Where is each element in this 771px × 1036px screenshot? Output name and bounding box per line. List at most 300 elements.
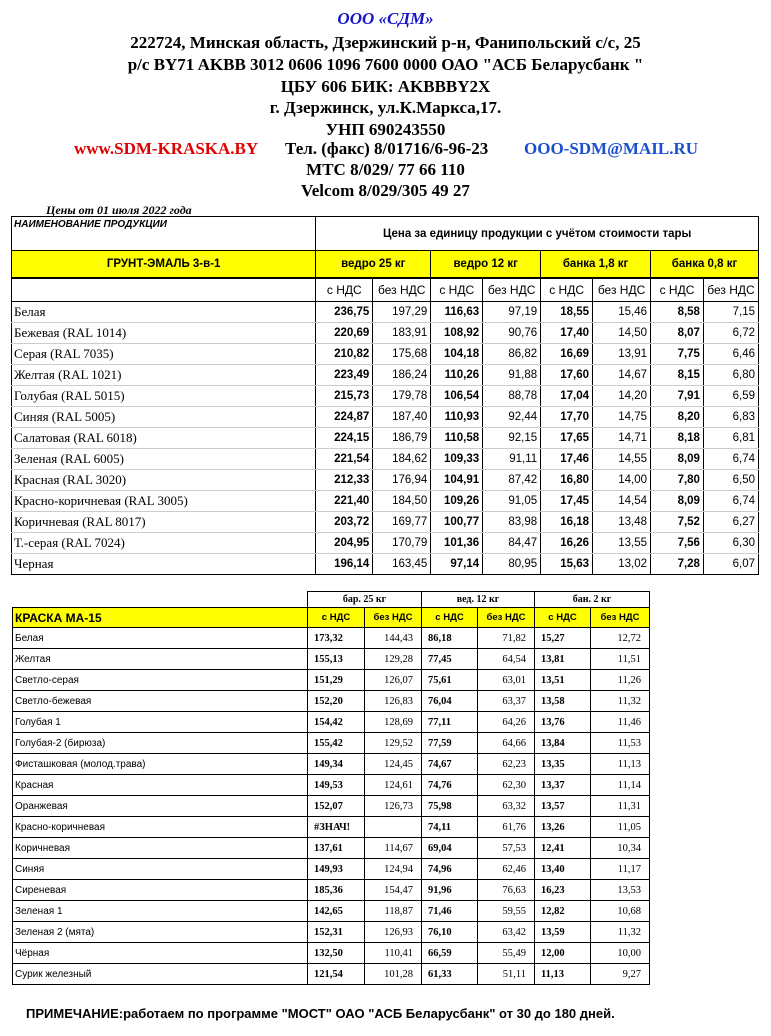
price-with-vat: 7,75	[651, 344, 704, 365]
blank-cell	[12, 278, 316, 302]
price-with-vat: 13,40	[535, 859, 591, 880]
price-without-vat: 154,47	[365, 880, 422, 901]
price-with-vat: 61,33	[422, 964, 478, 985]
price-without-vat: 124,94	[365, 859, 422, 880]
table-row	[12, 449, 759, 470]
price-with-vat: 100,77	[431, 512, 483, 533]
price-with-vat: 7,56	[651, 533, 704, 554]
price-without-vat	[365, 817, 422, 838]
table-row	[12, 344, 759, 365]
product-color-name: Белая	[13, 628, 308, 649]
price-without-vat: 183,91	[373, 323, 431, 344]
pack-header: вед. 12 кг	[422, 592, 535, 608]
price-header: Цена за единицу продукции с учётом стоимости тары	[316, 217, 759, 251]
table-row	[12, 428, 759, 449]
price-date: Цены от 01 июля 2022 года	[46, 203, 192, 217]
price-with-vat: 12,00	[535, 943, 591, 964]
price-without-vat: 62,23	[478, 754, 535, 775]
mts-phone: МТС 8/029/ 77 66 110	[306, 160, 465, 179]
price-without-vat: 163,45	[373, 554, 431, 575]
price-with-vat: 17,46	[541, 449, 593, 470]
product-color-name: Белая	[12, 302, 316, 323]
price-with-vat: 17,70	[541, 407, 593, 428]
price-with-vat: 151,29	[308, 670, 365, 691]
payment-note: ПРИМЕЧАНИЕ:работаем по программе "МОСТ" ОАО "АСБ Беларусбанк" от 30 до 180 дней.	[26, 1006, 615, 1021]
price-with-vat: 17,45	[541, 491, 593, 512]
price-with-vat: 196,14	[316, 554, 373, 575]
price-with-vat: 149,53	[308, 775, 365, 796]
price-with-vat: 109,33	[431, 449, 483, 470]
price-without-vat: 118,87	[365, 901, 422, 922]
price-with-vat: 13,81	[535, 649, 591, 670]
price-with-vat: 212,33	[316, 470, 373, 491]
price-with-vat: 7,52	[651, 512, 704, 533]
price-with-vat: 77,45	[422, 649, 478, 670]
price-without-vat: 87,42	[483, 470, 541, 491]
product-color-name: Зеленая 1	[13, 901, 308, 922]
product-color-name: Синяя (RAL 5005)	[12, 407, 316, 428]
product-color-name: Сурик железный	[13, 964, 308, 985]
blank-cell	[13, 592, 308, 608]
product-color-name: Светло-серая	[13, 670, 308, 691]
price-with-vat: #ЗНАЧ!	[308, 817, 365, 838]
price-with-vat: 18,55	[541, 302, 593, 323]
product-color-name: Красно-коричневая (RAL 3005)	[12, 491, 316, 512]
price-without-vat: 61,76	[478, 817, 535, 838]
bank-code: ЦБУ 606 БИК: AKBBBY2X	[280, 77, 491, 96]
no-vat-header: без НДС	[593, 278, 651, 302]
price-with-vat: 149,34	[308, 754, 365, 775]
table-row	[12, 386, 759, 407]
price-with-vat: 13,59	[535, 922, 591, 943]
price-without-vat: 63,42	[478, 922, 535, 943]
price-without-vat: 10,68	[591, 901, 650, 922]
price-with-vat: 155,42	[308, 733, 365, 754]
price-with-vat: 16,23	[535, 880, 591, 901]
price-with-vat: 8,18	[651, 428, 704, 449]
price-with-vat: 13,84	[535, 733, 591, 754]
phone-fax: Тел. (факс) 8/01716/6-96-23	[285, 139, 489, 158]
product-color-name: Фисташковая (молод.трава)	[13, 754, 308, 775]
price-with-vat: 71,46	[422, 901, 478, 922]
price-with-vat: 74,67	[422, 754, 478, 775]
price-without-vat: 91,05	[483, 491, 541, 512]
no-vat-header: без НДС	[591, 608, 650, 628]
company-name: ООО «СДМ»	[337, 9, 434, 28]
price-without-vat: 63,01	[478, 670, 535, 691]
price-without-vat: 187,40	[373, 407, 431, 428]
product-color-name: Зеленая (RAL 6005)	[12, 449, 316, 470]
price-with-vat: 76,04	[422, 691, 478, 712]
product-group-title: ГРУНТ-ЭМАЛЬ 3-в-1	[12, 251, 316, 279]
product-color-name: Чёрная	[13, 943, 308, 964]
price-without-vat: 80,95	[483, 554, 541, 575]
price-without-vat: 144,43	[365, 628, 422, 649]
table-row	[13, 775, 650, 796]
product-color-name: Сиреневая	[13, 880, 308, 901]
price-with-vat: 16,80	[541, 470, 593, 491]
price-with-vat: 224,15	[316, 428, 373, 449]
price-with-vat: 74,96	[422, 859, 478, 880]
price-with-vat: 11,13	[535, 964, 591, 985]
email-link[interactable]: OOO-SDM@MAIL.RU	[524, 139, 699, 158]
product-color-name: Зеленая 2 (мята)	[13, 922, 308, 943]
price-with-vat: 203,72	[316, 512, 373, 533]
price-with-vat: 220,69	[316, 323, 373, 344]
price-with-vat: 116,63	[431, 302, 483, 323]
price-without-vat: 64,54	[478, 649, 535, 670]
table-row	[13, 670, 650, 691]
contact-line	[0, 139, 771, 161]
product-color-name: Черная	[12, 554, 316, 575]
price-without-vat: 126,73	[365, 796, 422, 817]
price-without-vat: 11,32	[591, 922, 650, 943]
price-with-vat: 137,61	[308, 838, 365, 859]
price-without-vat: 6,81	[703, 428, 758, 449]
price-without-vat: 176,94	[373, 470, 431, 491]
price-without-vat: 128,69	[365, 712, 422, 733]
price-without-vat: 13,91	[593, 344, 651, 365]
price-without-vat: 10,34	[591, 838, 650, 859]
price-with-vat: 8,09	[651, 449, 704, 470]
price-without-vat: 175,68	[373, 344, 431, 365]
price-with-vat: 7,28	[651, 554, 704, 575]
price-with-vat: 132,50	[308, 943, 365, 964]
price-with-vat: 13,76	[535, 712, 591, 733]
price-without-vat: 63,37	[478, 691, 535, 712]
price-without-vat: 63,32	[478, 796, 535, 817]
price-without-vat: 13,55	[593, 533, 651, 554]
price-with-vat: 152,20	[308, 691, 365, 712]
price-without-vat: 64,26	[478, 712, 535, 733]
product-color-name: Голубая 1	[13, 712, 308, 733]
price-without-vat: 13,02	[593, 554, 651, 575]
price-without-vat: 11,53	[591, 733, 650, 754]
table-row	[13, 733, 650, 754]
no-vat-header: без НДС	[478, 608, 535, 628]
vat-header: с НДС	[431, 278, 483, 302]
price-with-vat: 210,82	[316, 344, 373, 365]
table-row	[12, 491, 759, 512]
price-with-vat: 16,26	[541, 533, 593, 554]
price-without-vat: 71,82	[478, 628, 535, 649]
price-without-vat: 126,83	[365, 691, 422, 712]
vat-header: с НДС	[541, 278, 593, 302]
price-without-vat: 6,74	[703, 491, 758, 512]
price-with-vat: 15,63	[541, 554, 593, 575]
price-without-vat: 170,79	[373, 533, 431, 554]
price-without-vat: 90,76	[483, 323, 541, 344]
price-with-vat: 75,98	[422, 796, 478, 817]
price-without-vat: 92,15	[483, 428, 541, 449]
price-with-vat: 91,96	[422, 880, 478, 901]
price-without-vat: 186,24	[373, 365, 431, 386]
price-without-vat: 11,51	[591, 649, 650, 670]
price-with-vat: 8,09	[651, 491, 704, 512]
price-with-vat: 110,58	[431, 428, 483, 449]
price-without-vat: 57,53	[478, 838, 535, 859]
price-without-vat: 184,62	[373, 449, 431, 470]
price-without-vat: 114,67	[365, 838, 422, 859]
price-without-vat: 129,52	[365, 733, 422, 754]
price-without-vat: 97,19	[483, 302, 541, 323]
price-with-vat: 110,26	[431, 365, 483, 386]
price-without-vat: 12,72	[591, 628, 650, 649]
website-link[interactable]: www.SDM-KRASKA.BY	[74, 139, 259, 158]
price-without-vat: 110,41	[365, 943, 422, 964]
price-without-vat: 11,17	[591, 859, 650, 880]
price-without-vat: 6,72	[703, 323, 758, 344]
product-name-header: НАИМЕНОВАНИЕ ПРОДУКЦИИ	[12, 217, 316, 251]
table-row	[13, 964, 650, 985]
table-row	[12, 407, 759, 428]
price-without-vat: 11,14	[591, 775, 650, 796]
price-without-vat: 14,67	[593, 365, 651, 386]
price-with-vat: 86,18	[422, 628, 478, 649]
price-with-vat: 17,60	[541, 365, 593, 386]
price-without-vat: 59,55	[478, 901, 535, 922]
price-with-vat: 76,10	[422, 922, 478, 943]
price-without-vat: 62,30	[478, 775, 535, 796]
price-without-vat: 84,47	[483, 533, 541, 554]
price-with-vat: 8,15	[651, 365, 704, 386]
price-without-vat: 184,50	[373, 491, 431, 512]
price-without-vat: 62,46	[478, 859, 535, 880]
price-without-vat: 126,07	[365, 670, 422, 691]
price-without-vat: 6,50	[703, 470, 758, 491]
table-row	[13, 712, 650, 733]
product-color-name: Т.-серая (RAL 7024)	[12, 533, 316, 554]
price-with-vat: 13,57	[535, 796, 591, 817]
price-with-vat: 77,59	[422, 733, 478, 754]
price-without-vat: 179,78	[373, 386, 431, 407]
price-with-vat: 16,69	[541, 344, 593, 365]
price-without-vat: 14,50	[593, 323, 651, 344]
product-color-name: Светло-бежевая	[13, 691, 308, 712]
vat-header: с НДС	[308, 608, 365, 628]
price-with-vat: 224,87	[316, 407, 373, 428]
table-row	[12, 512, 759, 533]
no-vat-header: без НДС	[365, 608, 422, 628]
price-without-vat: 6,80	[703, 365, 758, 386]
pack-header: ведро 12 кг	[431, 251, 541, 279]
pack-header: ведро 25 кг	[316, 251, 431, 279]
price-with-vat: 155,13	[308, 649, 365, 670]
price-with-vat: 223,49	[316, 365, 373, 386]
table-row	[13, 649, 650, 670]
price-with-vat: 7,91	[651, 386, 704, 407]
price-without-vat: 11,05	[591, 817, 650, 838]
price-with-vat: 17,65	[541, 428, 593, 449]
table-row	[12, 533, 759, 554]
price-with-vat: 66,59	[422, 943, 478, 964]
price-without-vat: 6,59	[703, 386, 758, 407]
price-without-vat: 88,78	[483, 386, 541, 407]
table-row	[13, 943, 650, 964]
price-without-vat: 13,48	[593, 512, 651, 533]
price-without-vat: 11,32	[591, 691, 650, 712]
product-color-name: Коричневая	[13, 838, 308, 859]
price-without-vat: 186,79	[373, 428, 431, 449]
price-without-vat: 14,71	[593, 428, 651, 449]
price-with-vat: 15,27	[535, 628, 591, 649]
price-with-vat: 13,26	[535, 817, 591, 838]
pack-header: банка 0,8 кг	[651, 251, 759, 279]
pack-header: бан. 2 кг	[535, 592, 650, 608]
product-color-name: Голубая-2 (бирюза)	[13, 733, 308, 754]
price-without-vat: 11,46	[591, 712, 650, 733]
price-without-vat: 11,26	[591, 670, 650, 691]
product-color-name: Желтая	[13, 649, 308, 670]
table-row	[13, 628, 650, 649]
price-without-vat: 169,77	[373, 512, 431, 533]
price-without-vat: 124,61	[365, 775, 422, 796]
paint-ma15-price-table	[12, 591, 650, 985]
vat-header: с НДС	[422, 608, 478, 628]
price-with-vat: 13,37	[535, 775, 591, 796]
price-with-vat: 185,36	[308, 880, 365, 901]
price-with-vat: 8,20	[651, 407, 704, 428]
price-with-vat: 13,51	[535, 670, 591, 691]
price-without-vat: 92,44	[483, 407, 541, 428]
vat-header: с НДС	[651, 278, 704, 302]
price-with-vat: 12,41	[535, 838, 591, 859]
price-with-vat: 104,91	[431, 470, 483, 491]
price-without-vat: 13,53	[591, 880, 650, 901]
price-with-vat: 12,82	[535, 901, 591, 922]
price-with-vat: 152,07	[308, 796, 365, 817]
price-without-vat: 6,30	[703, 533, 758, 554]
price-without-vat: 15,46	[593, 302, 651, 323]
price-with-vat: 142,65	[308, 901, 365, 922]
price-with-vat: 8,07	[651, 323, 704, 344]
price-with-vat: 221,40	[316, 491, 373, 512]
price-with-vat: 7,80	[651, 470, 704, 491]
product-group-title: КРАСКА МА-15	[13, 608, 308, 628]
product-color-name: Красная (RAL 3020)	[12, 470, 316, 491]
price-without-vat: 55,49	[478, 943, 535, 964]
price-without-vat: 6,83	[703, 407, 758, 428]
price-without-vat: 14,75	[593, 407, 651, 428]
price-with-vat: 101,36	[431, 533, 483, 554]
price-without-vat: 126,93	[365, 922, 422, 943]
table-row	[13, 817, 650, 838]
product-color-name: Коричневая (RAL 8017)	[12, 512, 316, 533]
product-color-name: Серая (RAL 7035)	[12, 344, 316, 365]
unp-number: УНП 690243550	[325, 120, 446, 139]
price-with-vat: 13,58	[535, 691, 591, 712]
product-color-name: Голубая (RAL 5015)	[12, 386, 316, 407]
price-with-vat: 108,92	[431, 323, 483, 344]
no-vat-header: без НДС	[483, 278, 541, 302]
price-without-vat: 83,98	[483, 512, 541, 533]
product-color-name: Красно-коричневая	[13, 817, 308, 838]
table-row	[13, 901, 650, 922]
bank-account: р/с BY71 AKBB 3012 0606 1096 7600 0000 ОАО "АСБ Беларусбанк "	[127, 55, 644, 74]
price-with-vat: 69,04	[422, 838, 478, 859]
price-without-vat: 197,29	[373, 302, 431, 323]
price-with-vat: 77,11	[422, 712, 478, 733]
vat-header: с НДС	[316, 278, 373, 302]
table-row	[12, 302, 759, 323]
price-with-vat: 173,32	[308, 628, 365, 649]
price-with-vat: 106,54	[431, 386, 483, 407]
price-with-vat: 236,75	[316, 302, 373, 323]
price-with-vat: 97,14	[431, 554, 483, 575]
price-with-vat: 13,35	[535, 754, 591, 775]
price-with-vat: 204,95	[316, 533, 373, 554]
price-without-vat: 76,63	[478, 880, 535, 901]
price-without-vat: 129,28	[365, 649, 422, 670]
price-without-vat: 6,74	[703, 449, 758, 470]
product-color-name: Желтая (RAL 1021)	[12, 365, 316, 386]
table-row	[13, 796, 650, 817]
product-color-name: Красная	[13, 775, 308, 796]
price-with-vat: 154,42	[308, 712, 365, 733]
table-row	[13, 922, 650, 943]
vat-header: с НДС	[535, 608, 591, 628]
office-address: г. Дзержинск, ул.К.Маркса,17.	[269, 98, 502, 117]
table-row	[13, 880, 650, 901]
price-without-vat: 124,45	[365, 754, 422, 775]
primer-enamel-price-table	[11, 216, 759, 575]
price-with-vat: 17,04	[541, 386, 593, 407]
product-color-name: Синяя	[13, 859, 308, 880]
price-without-vat: 6,27	[703, 512, 758, 533]
price-with-vat: 75,61	[422, 670, 478, 691]
table-row	[12, 365, 759, 386]
product-color-name: Бежевая (RAL 1014)	[12, 323, 316, 344]
price-with-vat: 74,76	[422, 775, 478, 796]
table-row	[12, 554, 759, 575]
price-without-vat: 64,66	[478, 733, 535, 754]
price-with-vat: 16,18	[541, 512, 593, 533]
no-vat-header: без НДС	[703, 278, 758, 302]
price-without-vat: 14,54	[593, 491, 651, 512]
price-with-vat: 109,26	[431, 491, 483, 512]
price-with-vat: 215,73	[316, 386, 373, 407]
price-with-vat: 110,93	[431, 407, 483, 428]
table-row	[12, 323, 759, 344]
price-with-vat: 152,31	[308, 922, 365, 943]
price-without-vat: 14,00	[593, 470, 651, 491]
price-without-vat: 9,27	[591, 964, 650, 985]
company-address: 222724, Минская область, Дзержинский р-н, Фанипольский с/с, 25	[130, 33, 641, 52]
price-without-vat: 51,11	[478, 964, 535, 985]
velcom-phone: Velcom 8/029/305 49 27	[301, 181, 470, 200]
price-without-vat: 14,20	[593, 386, 651, 407]
price-without-vat: 91,11	[483, 449, 541, 470]
product-color-name: Салатовая (RAL 6018)	[12, 428, 316, 449]
table-row	[12, 470, 759, 491]
price-with-vat: 74,11	[422, 817, 478, 838]
pack-header: банка 1,8 кг	[541, 251, 651, 279]
table-row	[13, 754, 650, 775]
price-with-vat: 8,58	[651, 302, 704, 323]
price-without-vat: 14,55	[593, 449, 651, 470]
no-vat-header: без НДС	[373, 278, 431, 302]
product-color-name: Оранжевая	[13, 796, 308, 817]
price-without-vat: 7,15	[703, 302, 758, 323]
price-with-vat: 221,54	[316, 449, 373, 470]
price-with-vat: 17,40	[541, 323, 593, 344]
table-row	[13, 859, 650, 880]
price-without-vat: 6,07	[703, 554, 758, 575]
price-without-vat: 91,88	[483, 365, 541, 386]
price-without-vat: 10,00	[591, 943, 650, 964]
price-with-vat: 104,18	[431, 344, 483, 365]
table-row	[13, 838, 650, 859]
